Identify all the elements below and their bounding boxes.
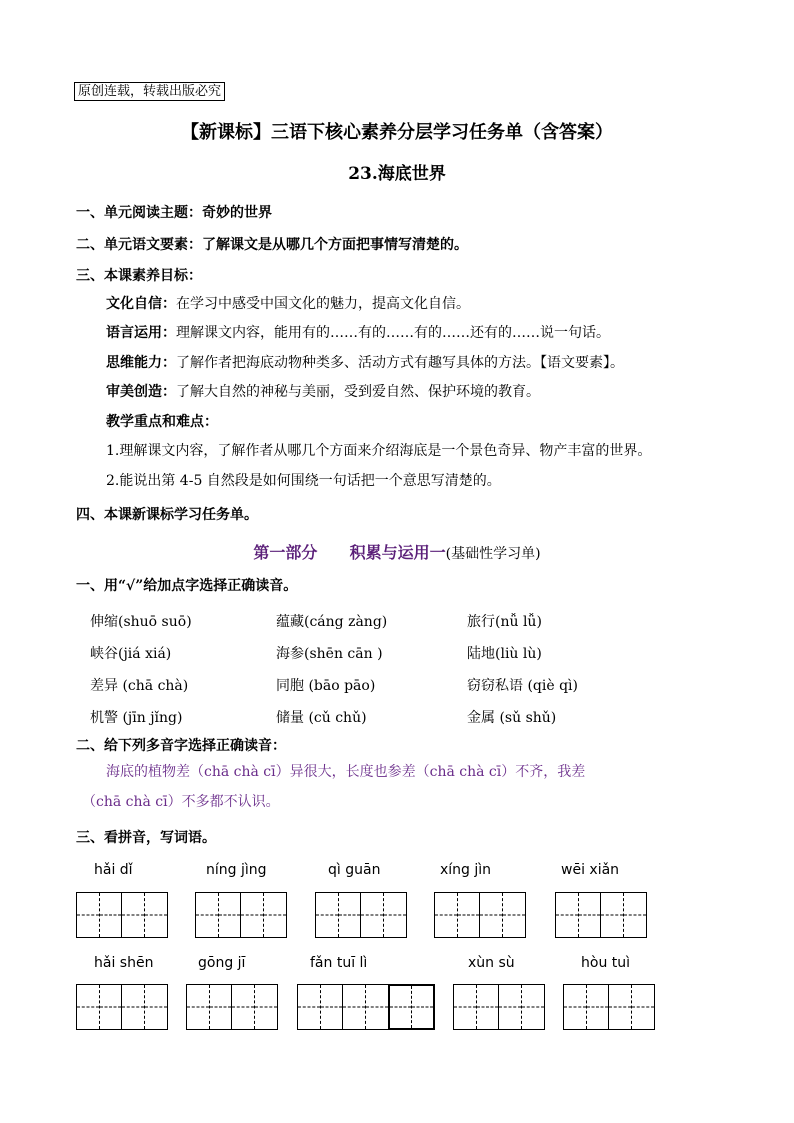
grid-cell[interactable] <box>210 985 233 1029</box>
grid-cell[interactable] <box>587 985 610 1029</box>
pinyin-label: hǎi shēn <box>94 955 154 971</box>
key-point-2: 2.能说出第 4-5 自然段是如何围绕一句话把一个意思写清楚的。 <box>106 473 501 489</box>
section-4: 四、本课新课标学习任务单。 <box>76 507 258 523</box>
question-2-text-cont: （chā chà cī）不多都不认识。 <box>82 794 280 810</box>
grid-cell[interactable] <box>366 985 388 1029</box>
goal-aesthetic <box>106 382 540 402</box>
writing-grid[interactable] <box>315 892 407 938</box>
grid-cell[interactable] <box>601 893 624 937</box>
grid-cell[interactable] <box>241 893 264 937</box>
reading-item: 旅行(nǚ lǚ) <box>467 614 542 630</box>
pinyin-label: hòu tuì <box>581 955 631 971</box>
reading-item: 窃窃私语 (qiè qì) <box>467 678 578 694</box>
grid-cell[interactable] <box>255 985 277 1029</box>
grid-cell[interactable] <box>632 985 654 1029</box>
question-3-title: 三、看拼音，写词语。 <box>76 830 216 846</box>
goal-label: 语言运用： <box>106 325 176 341</box>
grid-cell[interactable] <box>384 893 406 937</box>
goal-language <box>106 323 610 343</box>
grid-cell[interactable] <box>556 893 579 937</box>
grid-cell[interactable] <box>100 893 123 937</box>
key-point-1: 1.理解课文内容，了解作者从哪几个方面来介绍海底是一个景色奇异、物产丰富的世界。 <box>106 443 652 459</box>
grid-cell[interactable] <box>522 985 544 1029</box>
grid-cell[interactable] <box>624 893 646 937</box>
pinyin-label: hǎi dǐ <box>94 862 133 878</box>
writing-grid[interactable] <box>76 892 168 938</box>
grid-cell[interactable] <box>458 893 481 937</box>
grid-cell[interactable] <box>77 893 100 937</box>
section-3: 三、本课素养目标： <box>76 268 202 284</box>
writing-grid[interactable] <box>563 984 655 1030</box>
grid-cell[interactable] <box>343 985 366 1029</box>
grid-cell[interactable] <box>219 893 242 937</box>
writing-grid[interactable] <box>453 984 545 1030</box>
pinyin-label: fǎn tuī lì <box>310 955 368 971</box>
pinyin-label: gōng jī <box>198 955 246 971</box>
grid-cell[interactable] <box>298 985 321 1029</box>
grid-cell[interactable] <box>477 985 500 1029</box>
lesson-title: 23.海底世界 <box>348 164 446 184</box>
goal-text: 了解作者把海底动物种类多、活动方式有趣写具体的方法。【语文要素】。 <box>176 355 624 371</box>
writing-grid[interactable] <box>186 984 278 1030</box>
grid-cell[interactable] <box>454 985 477 1029</box>
grid-cell[interactable] <box>77 985 100 1029</box>
goal-text: 了解大自然的神秘与美丽，受到爱自然、保护环境的教育。 <box>176 384 540 400</box>
grid-cell[interactable] <box>390 986 412 1028</box>
grid-cell[interactable] <box>361 893 384 937</box>
grid-cell[interactable] <box>187 985 210 1029</box>
grid-cell[interactable] <box>499 985 522 1029</box>
reading-item: 伸缩(shuō suō) <box>90 614 192 630</box>
goal-text: 理解课文内容，能用有的……有的……有的……还有的……说一句话。 <box>176 325 610 341</box>
grid-cell[interactable] <box>503 893 525 937</box>
question-2-title: 二、给下列多音字选择正确读音： <box>76 738 286 754</box>
grid-cell[interactable] <box>145 893 167 937</box>
writing-grid[interactable] <box>555 892 647 938</box>
goal-text: 在学习中感受中国文化的魅力，提高文化自信。 <box>176 296 470 312</box>
grid-cell[interactable] <box>122 985 145 1029</box>
reading-item: 峡谷(jiá xiá) <box>90 646 172 662</box>
question-1-title: 一、用“√”给加点字选择正确读音。 <box>76 578 298 594</box>
pinyin-label: níng jìng <box>206 862 267 878</box>
reading-item: 机警 (jīn jǐng) <box>90 710 183 726</box>
reading-item: 蕴藏(cáng zàng) <box>276 614 388 630</box>
grid-cell[interactable] <box>145 985 167 1029</box>
grid-cell[interactable] <box>339 893 362 937</box>
grid-cell[interactable] <box>122 893 145 937</box>
grid-cell[interactable] <box>196 893 219 937</box>
writing-grid[interactable] <box>195 892 287 938</box>
writing-grid[interactable] <box>297 984 389 1030</box>
reading-item: 差异 (chā chà) <box>90 678 189 694</box>
writing-grid-extra[interactable] <box>388 984 435 1030</box>
page-title: 【新课标】三语下核心素养分层学习任务单（含答案） <box>181 122 613 143</box>
copyright-stamp: 原创连载，转载出版必究 <box>74 82 225 101</box>
grid-cell[interactable] <box>316 893 339 937</box>
section-1: 一、单元阅读主题：奇妙的世界 <box>76 205 272 221</box>
grid-cell[interactable] <box>579 893 602 937</box>
reading-item: 海参(shēn cān ) <box>276 646 383 662</box>
reading-item: 陆地(liù lù) <box>467 646 542 662</box>
grid-cell[interactable] <box>232 985 255 1029</box>
grid-cell[interactable] <box>264 893 286 937</box>
section-2: 二、单元语文要素：了解课文是从哪几个方面把事情写清楚的。 <box>76 237 468 253</box>
goal-culture <box>106 294 470 314</box>
grid-cell[interactable] <box>100 985 123 1029</box>
part-label: 第一部分 <box>253 543 318 562</box>
grid-cell[interactable] <box>321 985 344 1029</box>
grid-cell[interactable] <box>609 985 632 1029</box>
part-name: 积累与运用一 <box>349 543 446 562</box>
goal-thinking <box>106 353 624 373</box>
writing-grid[interactable] <box>434 892 526 938</box>
goal-label: 文化自信： <box>106 296 176 312</box>
reading-item: 同胞 (bāo pāo) <box>276 678 376 694</box>
part-heading <box>0 540 794 563</box>
reading-item: 储量 (cǔ chǔ) <box>276 710 367 726</box>
reading-item: 金属 (sǔ shǔ) <box>467 710 557 726</box>
part-note: (基础性学习单) <box>445 546 541 562</box>
grid-cell[interactable] <box>480 893 503 937</box>
grid-cell[interactable] <box>412 986 433 1028</box>
writing-grid[interactable] <box>76 984 168 1030</box>
goal-label: 审美创造： <box>106 384 176 400</box>
question-2-text: 海底的植物差（chā chà cī）异很大，长度也参差（chā chà cī）不齐，我差 <box>106 764 586 780</box>
goal-label: 思维能力： <box>106 355 176 371</box>
pinyin-label: xíng jìn <box>440 862 492 878</box>
pinyin-label: xùn sù <box>468 955 515 971</box>
pinyin-label: qì guān <box>328 862 381 878</box>
grid-cell[interactable] <box>435 893 458 937</box>
pinyin-label: wēi xiǎn <box>561 862 620 878</box>
key-points-label: 教学重点和难点： <box>106 414 218 430</box>
grid-cell[interactable] <box>564 985 587 1029</box>
